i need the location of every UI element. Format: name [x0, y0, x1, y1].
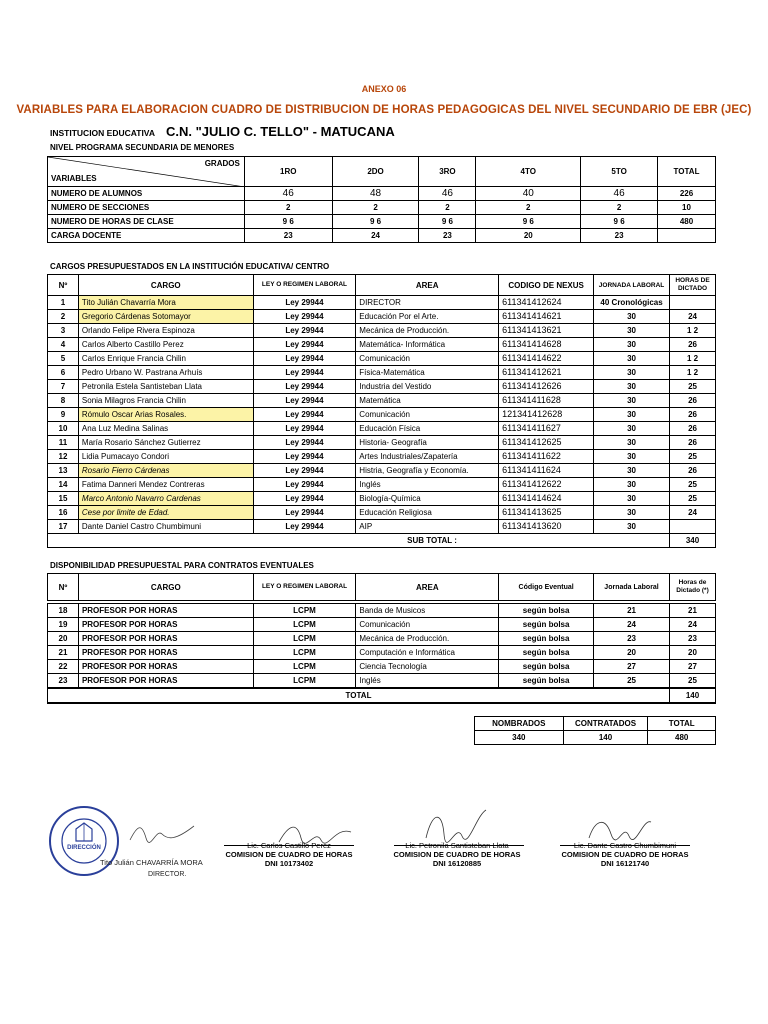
cell-n: 23	[48, 674, 79, 689]
cell-horas: 23	[670, 632, 716, 646]
header-codigo: Código Eventual	[499, 574, 594, 601]
cell-area: Inglés	[356, 674, 499, 689]
table-row	[48, 394, 716, 408]
cell-area: Historia- Geografía	[356, 436, 499, 450]
cell-codigo: según bolsa	[499, 632, 594, 646]
cell-n: 8	[48, 394, 79, 408]
cell-cargo: PROFESOR POR HORAS	[78, 618, 253, 632]
director-signature	[128, 820, 198, 846]
cell-area: Matemática	[356, 394, 499, 408]
cell-horas: 25	[670, 492, 716, 506]
cell-codigo: según bolsa	[499, 674, 594, 689]
signer-role: COMISION DE CUADRO DE HORAS	[393, 850, 521, 859]
cell-cargo: PROFESOR POR HORAS	[78, 632, 253, 646]
cell-area: Física-Matemática	[356, 366, 499, 380]
cell-cargo: Rosario Fierro Cárdenas	[78, 464, 253, 478]
cell-horas	[670, 520, 716, 534]
summary-header: CONTRATADOS	[563, 717, 648, 731]
table-cell: 10	[658, 201, 716, 215]
cell-jornada: 30	[594, 324, 670, 338]
table-cell: 9 6	[332, 215, 419, 229]
header-horas: Horas de Dictado (*)	[670, 574, 716, 601]
row-label: NUMERO DE ALUMNOS	[48, 187, 245, 201]
cell-jornada: 25	[594, 674, 670, 689]
table-row	[48, 436, 716, 450]
cell-n: 5	[48, 352, 79, 366]
row-label: NUMERO DE SECCIONES	[48, 201, 245, 215]
signer-santisteban	[374, 841, 540, 868]
variables-label: VARIABLES	[51, 174, 97, 183]
cell-n: 16	[48, 506, 79, 520]
cell-codigo: según bolsa	[499, 604, 594, 618]
header-horas: HORAS DE DICTADO	[670, 275, 716, 296]
cell-n: 12	[48, 450, 79, 464]
cell-ley: Ley 29944	[253, 464, 356, 478]
cell-codigo: 611341413620	[499, 520, 594, 534]
cell-codigo: 611341413621	[499, 324, 594, 338]
cell-jornada: 30	[594, 464, 670, 478]
cell-cargo: Lidia Pumacayo Condori	[78, 450, 253, 464]
table-row	[48, 478, 716, 492]
cell-horas: 26	[670, 436, 716, 450]
cell-ley: Ley 29944	[253, 366, 356, 380]
signer-name: Lic. Petronila Santisteban Llata	[405, 841, 509, 850]
table-cell	[658, 229, 716, 243]
col-header: 5TO	[581, 157, 658, 187]
cell-area: Biología-Química	[356, 492, 499, 506]
cell-ley: Ley 29944	[253, 296, 356, 310]
cell-cargo: Pedro Urbano W. Pastrana Arhuís	[78, 366, 253, 380]
table-cell: 48	[332, 187, 419, 201]
cell-area: AIP	[356, 520, 499, 534]
subtotal-value: 340	[670, 534, 716, 548]
cell-horas: 26	[670, 422, 716, 436]
cell-n: 17	[48, 520, 79, 534]
header-jornada: Jornada Laboral	[594, 574, 670, 601]
col-header: 1RO	[244, 157, 332, 187]
cell-area: Educación Física	[356, 422, 499, 436]
table-cell: 226	[658, 187, 716, 201]
cell-n: 7	[48, 380, 79, 394]
cell-codigo: según bolsa	[499, 660, 594, 674]
table-cell: 2	[244, 201, 332, 215]
document-title: VARIABLES PARA ELABORACION CUADRO DE DISTRIBUCION DE HORAS PEDAGOGICAS DEL NIVEL SECUNDARIO DE EBR (JEC)	[16, 104, 752, 116]
cell-horas: 25	[670, 380, 716, 394]
cell-horas: 26	[670, 394, 716, 408]
cell-codigo: 611341411622	[499, 450, 594, 464]
cargos-section-title: CARGOS PRESUPUESTADOS EN LA INSTITUCIÓN EDUCATIVA/ CENTRO	[50, 262, 330, 271]
signer-dni: DNI 16121740	[600, 859, 650, 868]
cell-ley: Ley 29944	[253, 520, 356, 534]
cell-cargo: PROFESOR POR HORAS	[78, 660, 253, 674]
cell-area: Comunicación	[356, 618, 499, 632]
cell-horas: 24	[670, 506, 716, 520]
table-row	[48, 506, 716, 520]
level-program: NIVEL PROGRAMA SECUNDARIA DE MENORES	[50, 143, 235, 152]
cell-horas: 26	[670, 408, 716, 422]
cell-jornada: 30	[594, 478, 670, 492]
eventuales-table	[47, 573, 716, 704]
cell-horas: 25	[670, 450, 716, 464]
cell-ley: Ley 29944	[253, 478, 356, 492]
cell-ley: Ley 29944	[253, 394, 356, 408]
table-row	[48, 296, 716, 310]
cell-area: Comunicación	[356, 408, 499, 422]
cell-jornada: 24	[594, 618, 670, 632]
grados-variables-header	[48, 157, 245, 187]
cell-jornada: 30	[594, 366, 670, 380]
cell-n: 6	[48, 366, 79, 380]
table-cell: 23	[244, 229, 332, 243]
cell-cargo: Carlos Enrique Francia Chilin	[78, 352, 253, 366]
cell-cargo: PROFESOR POR HORAS	[78, 646, 253, 660]
table-row	[48, 366, 716, 380]
table-cell: 2	[581, 201, 658, 215]
seal-center-text: DIRECCIÓN	[67, 845, 101, 851]
cell-jornada: 30	[594, 422, 670, 436]
cell-ley: Ley 29944	[253, 506, 356, 520]
table-cell: 9 6	[476, 215, 581, 229]
cell-cargo: María Rosario Sánchez Gutierrez	[78, 436, 253, 450]
cell-codigo: 611341412625	[499, 436, 594, 450]
cell-horas: 1 2	[670, 352, 716, 366]
table-cell: 9 6	[244, 215, 332, 229]
cell-horas: 24	[670, 618, 716, 632]
cell-area: Mecánica de Producción.	[356, 324, 499, 338]
cell-jornada: 30	[594, 436, 670, 450]
cell-codigo: 611341414628	[499, 338, 594, 352]
cell-n: 4	[48, 338, 79, 352]
cell-codigo: según bolsa	[499, 646, 594, 660]
table-row	[48, 660, 716, 674]
cell-cargo: PROFESOR POR HORAS	[78, 604, 253, 618]
cell-horas: 26	[670, 338, 716, 352]
cell-cargo: Marco Antonio Navarro Cardenas	[78, 492, 253, 506]
cell-horas: 1 2	[670, 366, 716, 380]
cell-area: Industria del Vestido	[356, 380, 499, 394]
cell-ley: LCPM	[253, 660, 356, 674]
cell-ley: Ley 29944	[253, 422, 356, 436]
col-header: 3RO	[419, 157, 476, 187]
header-jornada: JORNADA LABORAL	[594, 275, 670, 296]
cell-codigo: 611341412621	[499, 366, 594, 380]
cell-ley: LCPM	[253, 604, 356, 618]
header-area: AREA	[356, 275, 499, 296]
cell-horas: 1 2	[670, 324, 716, 338]
table-row	[48, 520, 716, 534]
table-cell: 40	[476, 187, 581, 201]
table-row	[48, 338, 716, 352]
table-row	[48, 422, 716, 436]
header-ley: LEY O REGIMEN LABORAL	[253, 574, 356, 601]
table-row	[48, 450, 716, 464]
header-n: Nº	[48, 574, 79, 601]
table-cell: 9 6	[419, 215, 476, 229]
table-cell: 46	[244, 187, 332, 201]
cell-ley: Ley 29944	[253, 408, 356, 422]
table-cell: 480	[658, 215, 716, 229]
row-label: CARGA DOCENTE	[48, 229, 245, 243]
cell-codigo: 611341412624	[499, 296, 594, 310]
cell-n: 18	[48, 604, 79, 618]
summary-value: 480	[648, 731, 716, 745]
table-row	[48, 492, 716, 506]
cell-n: 1	[48, 296, 79, 310]
table-cell: 2	[419, 201, 476, 215]
cell-cargo: Tito Julián Chavarría Mora	[78, 296, 253, 310]
cell-area: Comunicación	[356, 352, 499, 366]
cell-horas: 25	[670, 674, 716, 689]
cell-codigo: según bolsa	[499, 618, 594, 632]
cell-cargo: Rómulo Oscar Arias Rosales.	[78, 408, 253, 422]
table-row	[48, 632, 716, 646]
institution-name: C.N. "JULIO C. TELLO" - MATUCANA	[166, 124, 395, 139]
cell-ley: Ley 29944	[253, 310, 356, 324]
cell-ley: Ley 29944	[253, 338, 356, 352]
cell-horas: 24	[670, 310, 716, 324]
cell-jornada: 30	[594, 520, 670, 534]
cell-cargo: Cese por limite de Edad.	[78, 506, 253, 520]
signer-dni: DNI 16120885	[432, 859, 482, 868]
summary-header: TOTAL	[648, 717, 716, 731]
cell-cargo: Ana Luz Medina Salinas	[78, 422, 253, 436]
cell-area: Ciencia Tecnología	[356, 660, 499, 674]
cell-n: 19	[48, 618, 79, 632]
header-codigo: CODIGO DE NEXUS	[499, 275, 594, 296]
cell-cargo: Petronila Estela Santisteban Llata	[78, 380, 253, 394]
cell-jornada: 30	[594, 352, 670, 366]
cell-area: Artes Industriales/Zapatería	[356, 450, 499, 464]
table-cell: 23	[419, 229, 476, 243]
signer-dni: DNI 10173402	[264, 859, 314, 868]
director-name: Tito Julián CHAVARRÍA MORA	[100, 858, 203, 867]
cell-horas: 20	[670, 646, 716, 660]
subtotal-label: SUB TOTAL :	[48, 534, 670, 548]
cell-jornada: 30	[594, 380, 670, 394]
cell-n: 2	[48, 310, 79, 324]
cell-ley: Ley 29944	[253, 436, 356, 450]
cell-ley: Ley 29944	[253, 324, 356, 338]
cell-cargo: Dante Daniel Castro Chumbimuni	[78, 520, 253, 534]
cell-cargo: Orlando Felipe Rivera Espinoza	[78, 324, 253, 338]
header-ley: LEY O REGIMEN LABORAL	[253, 275, 356, 296]
signer-role: COMISION DE CUADRO DE HORAS	[225, 850, 353, 859]
cell-horas: 25	[670, 478, 716, 492]
cell-cargo: PROFESOR POR HORAS	[78, 674, 253, 689]
cell-n: 15	[48, 492, 79, 506]
cell-horas: 21	[670, 604, 716, 618]
cell-jornada: 30	[594, 450, 670, 464]
cell-codigo: 611341414622	[499, 352, 594, 366]
cell-n: 9	[48, 408, 79, 422]
table-row	[48, 310, 716, 324]
cell-jornada: 20	[594, 646, 670, 660]
cell-codigo: 611341411627	[499, 422, 594, 436]
cell-horas	[670, 296, 716, 310]
cell-ley: LCPM	[253, 646, 356, 660]
header-area: AREA	[356, 574, 499, 601]
signer-castillo	[209, 841, 369, 868]
cell-cargo: Sonia Milagros Francia Chilin	[78, 394, 253, 408]
cell-jornada: 30	[594, 394, 670, 408]
cell-cargo: Carlos Alberto Castillo Perez	[78, 338, 253, 352]
summary-value: 340	[475, 731, 564, 745]
table-cell: 46	[581, 187, 658, 201]
total-value: 140	[670, 688, 716, 703]
signer-name: Lic. Dante Castro Chumbimuni	[573, 841, 677, 850]
signature-santisteban	[420, 806, 490, 846]
table-row	[48, 674, 716, 689]
table-cell: 24	[332, 229, 419, 243]
table-row	[48, 380, 716, 394]
cell-n: 13	[48, 464, 79, 478]
institution-label: INSTITUCION EDUCATIVA	[50, 128, 155, 138]
cell-area: Banda de Musicos	[356, 604, 499, 618]
cell-ley: LCPM	[253, 618, 356, 632]
cell-cargo: Fatima Danneri Mendez Contreras	[78, 478, 253, 492]
cell-ley: Ley 29944	[253, 380, 356, 394]
summary-value: 140	[563, 731, 648, 745]
signer-name: Lic. Carlos Castillo Perez	[247, 841, 331, 850]
cell-area: Matemática- Informática	[356, 338, 499, 352]
cell-ley: LCPM	[253, 632, 356, 646]
cell-n: 14	[48, 478, 79, 492]
annex-label: ANEXO 06	[361, 84, 407, 94]
cell-ley: Ley 29944	[253, 352, 356, 366]
table-cell: 23	[581, 229, 658, 243]
table-cell: 46	[419, 187, 476, 201]
signer-role: COMISION DE CUADRO DE HORAS	[561, 850, 689, 859]
cell-area: Educación Religiosa	[356, 506, 499, 520]
cell-area: Inglés	[356, 478, 499, 492]
table-row	[48, 604, 716, 618]
cell-horas: 27	[670, 660, 716, 674]
cell-jornada: 30	[594, 338, 670, 352]
cell-n: 11	[48, 436, 79, 450]
cell-n: 20	[48, 632, 79, 646]
table-row	[48, 352, 716, 366]
cell-jornada: 30	[594, 492, 670, 506]
col-header: 2DO	[332, 157, 419, 187]
cell-codigo: 611341412626	[499, 380, 594, 394]
cell-n: 10	[48, 422, 79, 436]
table-cell: 2	[332, 201, 419, 215]
cell-area: DIRECTOR	[356, 296, 499, 310]
table-row	[48, 324, 716, 338]
variables-table	[47, 156, 716, 243]
header-cargo: CARGO	[78, 275, 253, 296]
cell-jornada: 30	[594, 506, 670, 520]
cell-horas: 26	[670, 464, 716, 478]
cell-codigo: 611341411624	[499, 464, 594, 478]
cell-jornada: 30	[594, 408, 670, 422]
header-n: Nº	[48, 275, 79, 296]
cell-jornada: 23	[594, 632, 670, 646]
cell-n: 22	[48, 660, 79, 674]
summary-table	[474, 716, 716, 745]
cell-ley: Ley 29944	[253, 450, 356, 464]
signer-castro	[542, 841, 708, 868]
cell-n: 3	[48, 324, 79, 338]
col-header: 4TO	[476, 157, 581, 187]
cell-jornada: 27	[594, 660, 670, 674]
cell-area: Computación e Informática	[356, 646, 499, 660]
summary-header: NOMBRADOS	[475, 717, 564, 731]
cell-codigo: 121341412628	[499, 408, 594, 422]
table-row	[48, 646, 716, 660]
cell-area: Histria, Geografía y Economía.	[356, 464, 499, 478]
cargos-table	[47, 274, 716, 548]
cell-area: Educación Por el Arte.	[356, 310, 499, 324]
cell-codigo: 611341412622	[499, 478, 594, 492]
cell-jornada: 30	[594, 310, 670, 324]
cell-cargo: Gregorio Cárdenas Sotomayor	[78, 310, 253, 324]
table-cell: 2	[476, 201, 581, 215]
header-cargo: CARGO	[78, 574, 253, 601]
cell-ley: LCPM	[253, 674, 356, 689]
grados-label: GRADOS	[204, 159, 240, 168]
director-role: DIRECTOR.	[148, 871, 187, 878]
cell-codigo: 611341414621	[499, 310, 594, 324]
table-row	[48, 618, 716, 632]
table-row	[48, 464, 716, 478]
col-header: TOTAL	[658, 157, 716, 187]
cell-jornada: 21	[594, 604, 670, 618]
table-cell: 20	[476, 229, 581, 243]
cell-codigo: 611341411628	[499, 394, 594, 408]
cell-area: Mecánica de Producción.	[356, 632, 499, 646]
cell-jornada: 40 Cronológicas	[594, 296, 670, 310]
total-label: TOTAL	[48, 688, 670, 703]
cell-n: 21	[48, 646, 79, 660]
cell-ley: Ley 29944	[253, 492, 356, 506]
cell-codigo: 611341413625	[499, 506, 594, 520]
table-cell: 9 6	[581, 215, 658, 229]
cell-codigo: 611341414624	[499, 492, 594, 506]
eventuales-section-title: DISPONIBILIDAD PRESUPUESTAL PARA CONTRATOS EVENTUALES	[50, 561, 314, 570]
table-row	[48, 408, 716, 422]
row-label: NUMERO DE HORAS DE CLASE	[48, 215, 245, 229]
